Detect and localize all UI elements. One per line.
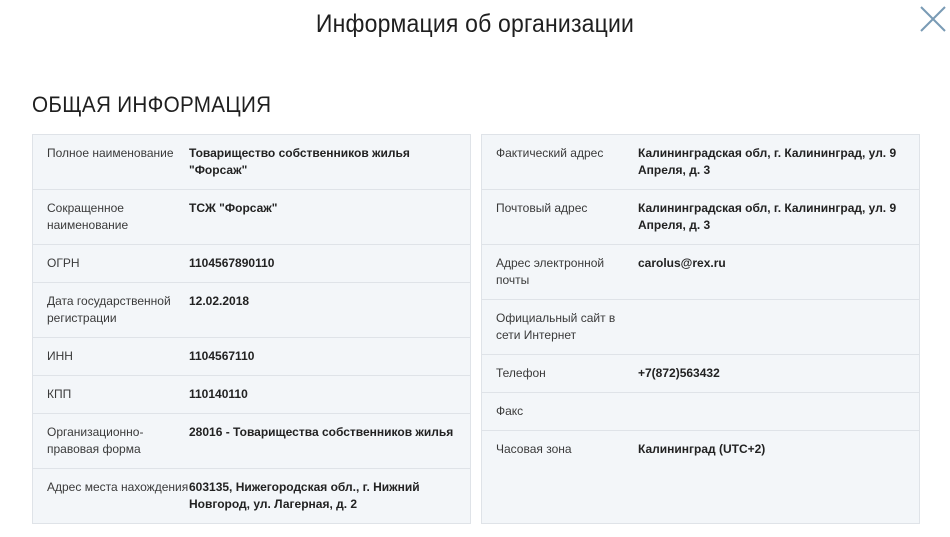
- info-label: Полное наименование: [47, 146, 174, 160]
- info-label: Телефон: [496, 366, 546, 380]
- info-row-phone: [482, 355, 919, 393]
- info-row-fax: [482, 393, 919, 431]
- info-label: Адрес электронной почты: [496, 256, 605, 287]
- info-label: Организационно-правовая форма: [47, 425, 144, 456]
- info-value: 110140110: [189, 387, 248, 401]
- info-row-location-address: [33, 469, 470, 524]
- info-row-email: [482, 245, 919, 300]
- info-label: КПП: [47, 387, 72, 401]
- info-label: Фактический адрес: [496, 146, 604, 160]
- info-label: Часовая зона: [496, 442, 572, 456]
- info-label: ОГРН: [47, 256, 80, 270]
- info-value: Калининград (UTC+2): [638, 442, 766, 456]
- info-value: Товарищество собственников жилья "Форсаж": [189, 146, 410, 177]
- info-label: Почтовый адрес: [496, 201, 588, 215]
- info-row-ogrn: [33, 245, 470, 283]
- info-label: Сокращенное наименование: [47, 201, 129, 232]
- info-label: ИНН: [47, 349, 73, 363]
- info-row-timezone: [482, 431, 919, 469]
- section-title: ОБЩАЯ ИНФОРМАЦИЯ: [32, 92, 272, 117]
- info-row-kpp: [33, 376, 470, 414]
- info-value: 28016 - Товарищества собственников жилья: [189, 425, 454, 439]
- info-value: carolus@rex.ru: [638, 256, 726, 270]
- info-value: 1104567110: [189, 349, 255, 363]
- info-label: Дата государственной регистрации: [47, 294, 171, 325]
- info-row-short-name: [33, 190, 470, 245]
- info-row-full-name: [33, 135, 470, 190]
- close-icon: [916, 4, 948, 36]
- info-value: 603135, Нижегородская обл., г. Нижний Новгород, ул. Лагерная, д. 2: [189, 480, 420, 511]
- info-label: Официальный сайт в сети Интернет: [496, 311, 616, 342]
- info-row-registration-date: [33, 283, 470, 338]
- org-info-panel-right: [481, 134, 920, 524]
- close-button[interactable]: [916, 4, 948, 36]
- info-value: Калининградская обл, г. Калининград, ул. 9 Апреля, д. 3: [638, 146, 897, 177]
- org-info-panel-left: [32, 134, 471, 524]
- info-row-actual-address: [482, 135, 919, 190]
- info-row-website: [482, 300, 919, 355]
- info-value: ТСЖ "Форсаж": [189, 201, 278, 215]
- info-row-legal-form: [33, 414, 470, 469]
- info-value: +7(872)563432: [638, 366, 720, 380]
- info-value: Калининградская обл, г. Калининград, ул. 9 Апреля, д. 3: [638, 201, 897, 232]
- info-label: Адрес места нахождения: [47, 480, 189, 494]
- info-label: Факс: [496, 404, 524, 418]
- info-value: 1104567890110: [189, 256, 275, 270]
- modal-title: Информация об организации: [315, 10, 635, 38]
- info-row-postal-address: [482, 190, 919, 245]
- info-row-inn: [33, 338, 470, 376]
- info-value: 12.02.2018: [189, 294, 250, 308]
